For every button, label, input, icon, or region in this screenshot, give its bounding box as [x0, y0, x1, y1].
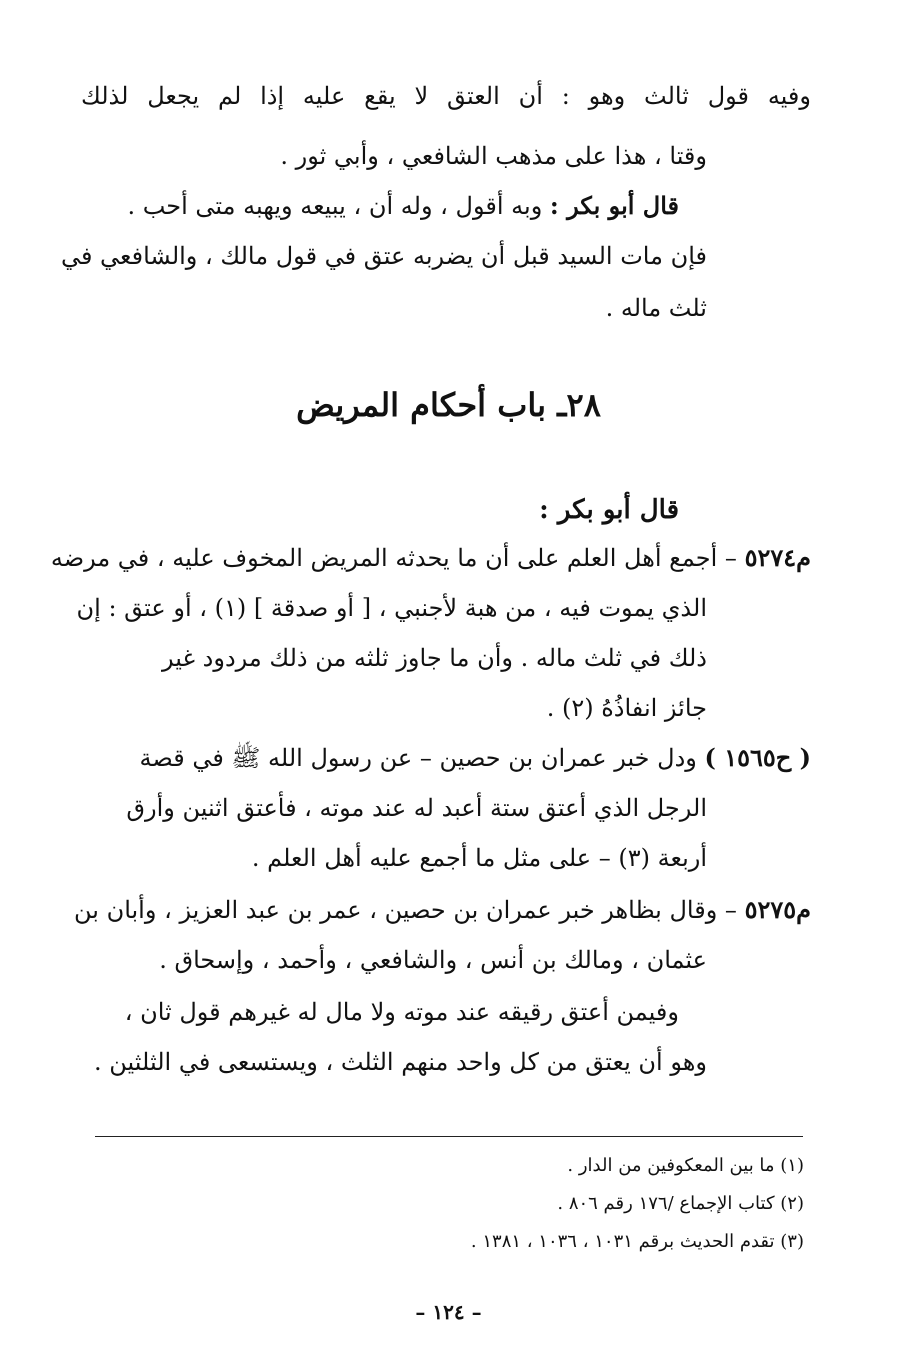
- entry-line: [51, 540, 811, 576]
- chapter-heading: ٢٨ـ باب أحكام المريض: [296, 386, 601, 424]
- hadith-number: ( ح١٥٦٥ ): [704, 743, 811, 772]
- text-line: عثمان ، ومالك بن أنس ، والشافعي ، وأحمد ، وإسحاق .: [159, 946, 707, 974]
- text-line: [127, 188, 679, 224]
- text-span: – أجمع أهل العلم على أن ما يحدثه المريض المخوف عليه ، في مرضه: [50, 544, 737, 572]
- text-span: وبه أقول ، وله أن ، يبيعه ويهبه متى أحب .: [127, 192, 543, 220]
- text-span: ودل خبر عمران بن حصين – عن رسول الله ﷺ في قصة: [139, 744, 697, 772]
- text-line: ثلث ماله .: [605, 294, 707, 322]
- entry-line: [140, 740, 811, 776]
- text-line: وفيمن أعتق رقيقه عند موته ولا مال له غيرهم قول ثان ،: [124, 998, 679, 1026]
- entry-number: م٥٢٧٥: [744, 895, 811, 924]
- text-span: – وقال بظاهر خبر عمران بن حصين ، عمر بن عبد العزيز ، وأبان بن: [73, 896, 737, 924]
- footnote: (١) ما بين المعكوفين من الدار .: [567, 1155, 804, 1176]
- text-line: ذلك في ثلث ماله . وأن ما جاوز ثلثه من ذلك مردود غير: [162, 644, 707, 672]
- footnote-divider: [95, 1136, 803, 1137]
- speaker-label: قال أبو بكر :: [549, 191, 679, 220]
- text-line: الذي يموت فيه ، من هبة لأجنبي ، [ أو صدقة ] (١) ، أو عتق : إن: [76, 594, 707, 622]
- entry-line: [74, 892, 811, 928]
- intro-label: قال أبو بكر :: [539, 495, 679, 525]
- text-line: وقتا ، هذا على مذهب الشافعي ، وأبي ثور .: [280, 142, 707, 170]
- text-line: جائز انفاذُهُ (٢) .: [546, 694, 707, 722]
- footnote: (٢) كتاب الإجماع /١٧٦ رقم ٨٠٦ .: [557, 1193, 804, 1214]
- text-line: وهو أن يعتق من كل واحد منهم الثلث ، ويستسعى في الثلثين .: [94, 1048, 707, 1076]
- footnote: (٣) تقدم الحديث برقم ١٠٣١ ، ١٠٣٦ ، ١٣٨١ .: [470, 1231, 804, 1252]
- text-line: وفيه قول ثالث وهو : أن العتق لا يقع عليه إذا لم يجعل لذلك: [81, 82, 811, 110]
- entry-number: م٥٢٧٤: [744, 543, 811, 572]
- text-line: الرجل الذي أعتق ستة أعبد له عند موته ، فأعتق اثنين وأرق: [126, 794, 707, 822]
- text-line: أربعة (٣) – على مثل ما أجمع عليه أهل العلم .: [251, 844, 707, 872]
- page-number: – ١٢٤ –: [415, 1300, 482, 1324]
- text-line: فإن مات السيد قبل أن يضربه عتق في قول مالك ، والشافعي في: [60, 242, 707, 270]
